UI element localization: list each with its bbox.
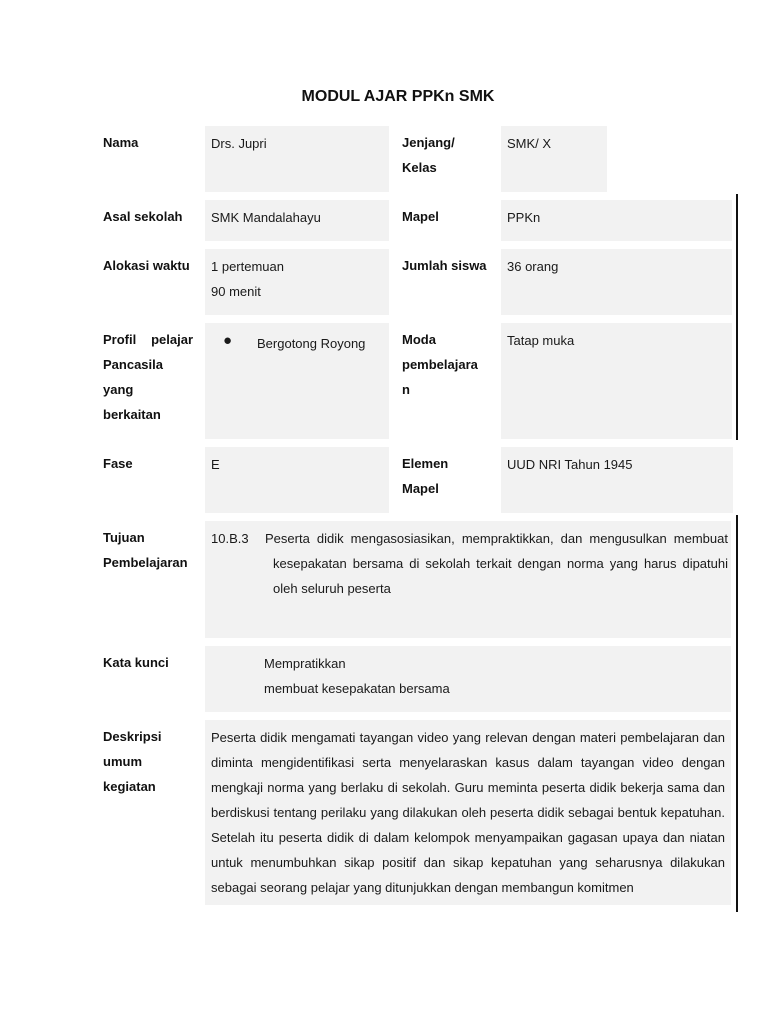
value-jumlah-siswa-text: 36 orang [507, 259, 559, 274]
label-nama: Nama [103, 135, 139, 150]
value-mapel [501, 200, 732, 241]
label-profil-pelajar [103, 327, 193, 427]
label-jumlah-siswa: Jumlah siswa [402, 258, 487, 273]
value-deskripsi [205, 720, 731, 905]
bullet-icon: ● [223, 332, 233, 349]
label-profil-line3: yang [103, 382, 134, 397]
tujuan-code: 10.B.3 [211, 531, 249, 546]
value-jenjang-text: SMK/ X [507, 136, 552, 151]
label-jenjang-line1: Jenjang/ [402, 135, 455, 150]
value-fase [205, 447, 389, 513]
value-elemen-text: UUD NRI Tahun 1945 [507, 457, 633, 472]
label-elemen-line1: Elemen [402, 456, 449, 471]
right-border-line-bottom [736, 515, 738, 912]
label-tujuan-line1: Tujuan [103, 530, 145, 545]
label-asal-sekolah: Asal sekolah [103, 209, 183, 224]
label-profil-line2: Pancasila [103, 357, 163, 372]
kata-kunci-line1: Mempratikkan [264, 656, 346, 671]
label-tujuan [103, 525, 188, 575]
right-border-line-top [736, 194, 738, 440]
label-profil-line4: berkaitan [103, 407, 161, 422]
label-elemen [402, 451, 448, 501]
value-alokasi-line2: 90 menit [211, 284, 261, 299]
label-moda-line1: Moda [402, 332, 436, 347]
label-elemen-line2: Mapel [402, 481, 439, 496]
value-jumlah-siswa [501, 249, 732, 315]
deskripsi-text: Peserta didik mengamati tayangan video yang relevan dengan materi pembelajaran dan diminta mengidentifikasi serta menyelaraskan kasus dalam tayangan video dengan mengkaji norma yang berlaku di sekolah. Guru meminta peserta didik bekerja sama dan berdiskusi tentang perilaku yang dilakukan oleh peserta didik sebagai bentuk kepatuhan. Setelah itu peserta didik di dalam kelompok menyampaikan gagasan upaya dan niatan untuk menumbuhkan sikap positif dan sikap kepatuhan yang seharusnya dilakukan sebagai seorang pelajar yang ditunjukkan dengan membangun komitmen [211, 730, 725, 895]
value-nama-text: Drs. Jupri [211, 136, 267, 151]
label-deskripsi-line2: umum [103, 754, 142, 769]
label-deskripsi-line3: kegiatan [103, 779, 156, 794]
value-profil-pelajar [205, 323, 389, 439]
value-fase-text: E [211, 457, 220, 472]
label-moda-line3: n [402, 382, 410, 397]
value-alokasi-waktu [205, 249, 389, 315]
page-title: MODUL AJAR PPKn SMK [301, 88, 495, 105]
value-mapel-text: PPKn [507, 210, 541, 225]
label-kata-kunci: Kata kunci [103, 655, 169, 670]
label-moda [402, 327, 478, 402]
tujuan-text: Peserta didik mengasosiasikan, mempraktikkan, dan mengusulkan membuat kesepakatan bersama di sekolah terkait dengan norma yang harus dipatuhi oleh seluruh peserta [265, 531, 728, 596]
label-deskripsi [103, 724, 162, 799]
value-nama [205, 126, 389, 192]
value-profil-text: Bergotong Royong [257, 336, 366, 351]
label-moda-line2: pembelajara [402, 357, 478, 372]
value-jenjang [501, 126, 607, 192]
value-asal-sekolah-text: SMK Mandalahayu [211, 210, 321, 225]
label-jenjang [402, 130, 455, 180]
label-alokasi-waktu: Alokasi waktu [103, 258, 190, 273]
label-deskripsi-line1: Deskripsi [103, 729, 162, 744]
label-jenjang-line2: Kelas [402, 160, 437, 175]
value-moda-text: Tatap muka [507, 333, 575, 348]
value-kata-kunci [205, 646, 731, 712]
value-alokasi-line1: 1 pertemuan [211, 259, 284, 274]
kata-kunci-line2: membuat kesepakatan bersama [264, 681, 450, 696]
label-tujuan-line2: Pembelajaran [103, 555, 188, 570]
label-fase: Fase [103, 456, 133, 471]
value-tujuan [205, 521, 731, 638]
label-profil-line1: Profil pelajar [103, 332, 193, 347]
label-mapel: Mapel [402, 209, 439, 224]
value-moda [501, 323, 732, 439]
value-elemen [501, 447, 733, 513]
value-asal-sekolah [205, 200, 389, 241]
